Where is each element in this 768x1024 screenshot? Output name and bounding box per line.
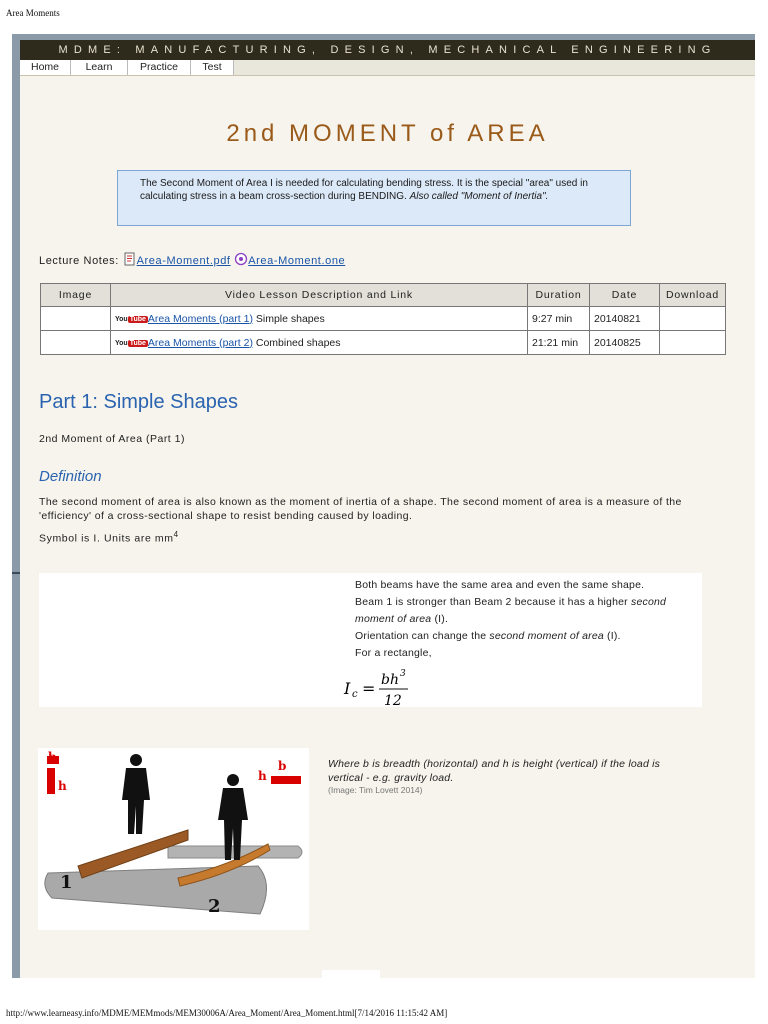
cell-duration: 9:27 min: [528, 307, 590, 331]
figure-caption: Where b is breadth (horizontal) and h is height (vertical) if the load is vertical - e.g. gravity load.: [328, 758, 661, 784]
symbol-line: [39, 530, 179, 545]
beam-line-4: For a rectangle,: [355, 647, 432, 659]
formula-denominator: 12: [384, 693, 402, 709]
nav-tab-practice[interactable]: Practice: [128, 60, 191, 75]
nav-tab-learn[interactable]: Learn: [71, 60, 128, 75]
youtube-icon: You Tube: [115, 339, 146, 347]
th-description: Video Lesson Description and Link: [111, 284, 528, 307]
label-beam-2: 2: [208, 896, 221, 917]
beam-figure: [38, 748, 309, 930]
table-row: [41, 307, 726, 331]
th-download: Download: [660, 284, 726, 307]
intro-box: [117, 170, 631, 226]
intro-text: The Second Moment of Area I is needed for calculating bending stress. It is the special "area" used in calculating stress in a beam cross-section during BENDING.: [140, 178, 588, 202]
frame-edge-marker: [12, 572, 20, 574]
th-date: Date: [590, 284, 660, 307]
beam-line-1: Both beams have the same area and even the same shape.: [355, 579, 645, 591]
formula-svg: [342, 664, 422, 710]
label-beam-1: 1: [60, 872, 73, 893]
cell-download: [660, 331, 726, 355]
cell-download: [660, 307, 726, 331]
th-duration: Duration: [528, 284, 590, 307]
video-desc: Simple shapes: [252, 312, 325, 325]
cell-date: 20140821: [590, 307, 660, 331]
youtube-icon: You Tube: [115, 315, 146, 323]
label-h-left: h: [58, 779, 67, 793]
cell-image: [41, 307, 111, 331]
video-link-part2[interactable]: Area Moments (part 2): [147, 336, 253, 349]
nav-bar: [20, 60, 755, 76]
formula-lhs: I: [344, 679, 351, 698]
beam-line-2: Beam 1 is stronger than Beam 2 because it has a higher second moment of area (I).: [355, 596, 667, 625]
definition-text: The second moment of area is also known as the moment of inertia of a shape. The second moment of area is a measure of the 'efficiency' of a cross-sectional shape to resist bending caused by loading.: [39, 496, 682, 522]
nav-tab-test[interactable]: Test: [191, 60, 234, 75]
page-frame: [12, 34, 755, 978]
cell-duration: 21:21 min: [528, 331, 590, 355]
formula-numerator-exp: 3: [400, 669, 406, 679]
lecture-one-link[interactable]: Area-Moment.one: [248, 255, 346, 267]
video-link-part1[interactable]: Area Moments (part 1): [147, 312, 253, 325]
table-header-row: [41, 284, 726, 307]
label-b-right: b: [278, 759, 287, 773]
beam-explanation: [355, 577, 700, 662]
cell-image: [41, 331, 111, 355]
cell-date: 20140825: [590, 331, 660, 355]
label-b-left: b: [48, 750, 57, 764]
blank-box: [322, 970, 380, 978]
intro-aka: Also called "Moment of Inertia".: [409, 190, 549, 202]
formula-equals: =: [362, 679, 376, 698]
part1-heading: Part 1: Simple Shapes: [39, 391, 238, 413]
beam-line-3: Orientation can change the second moment of area (I).: [355, 630, 621, 642]
formula-numerator: bh: [381, 672, 399, 688]
lecture-label: Lecture Notes:: [39, 255, 119, 267]
page-title: 2nd MOMENT of AREA: [226, 120, 549, 147]
cell-description: [111, 307, 528, 331]
part1-subheading: 2nd Moment of Area (Part 1): [39, 433, 185, 445]
th-image: Image: [41, 284, 111, 307]
lecture-notes: [39, 252, 345, 267]
table-row: [41, 331, 726, 355]
video-desc: Combined shapes: [252, 336, 341, 349]
symbol-text: Symbol is I. Units are mm: [39, 532, 174, 545]
lecture-pdf-link[interactable]: Area-Moment.pdf: [136, 255, 231, 267]
print-page-title: Area Moments: [6, 8, 60, 18]
site-banner: MDME: MANUFACTURING, DESIGN, MECHANICAL ENGINEERING: [20, 40, 755, 60]
definition-heading: Definition: [39, 468, 102, 485]
onenote-icon: [234, 252, 248, 266]
pdf-icon: [123, 252, 137, 266]
print-footer-url: http://www.learneasy.info/MDME/MEMmods/MEM30006A/Area_Moment/Area_Moment.html[7/14/2016 11:15:42 AM]: [6, 1008, 448, 1018]
figure-credit: (Image: Tim Lovett 2014): [328, 785, 423, 795]
nav-tab-home[interactable]: Home: [20, 60, 71, 75]
label-h-right: h: [258, 769, 267, 783]
rectangle-formula: [342, 664, 422, 714]
video-table: [40, 283, 726, 355]
formula-sub: c: [352, 689, 358, 700]
symbol-exponent: 4: [173, 530, 179, 539]
cell-description: [111, 331, 528, 355]
nav-spacer: [234, 60, 755, 75]
beam-illustration: [38, 748, 309, 930]
content-area: [20, 60, 755, 978]
